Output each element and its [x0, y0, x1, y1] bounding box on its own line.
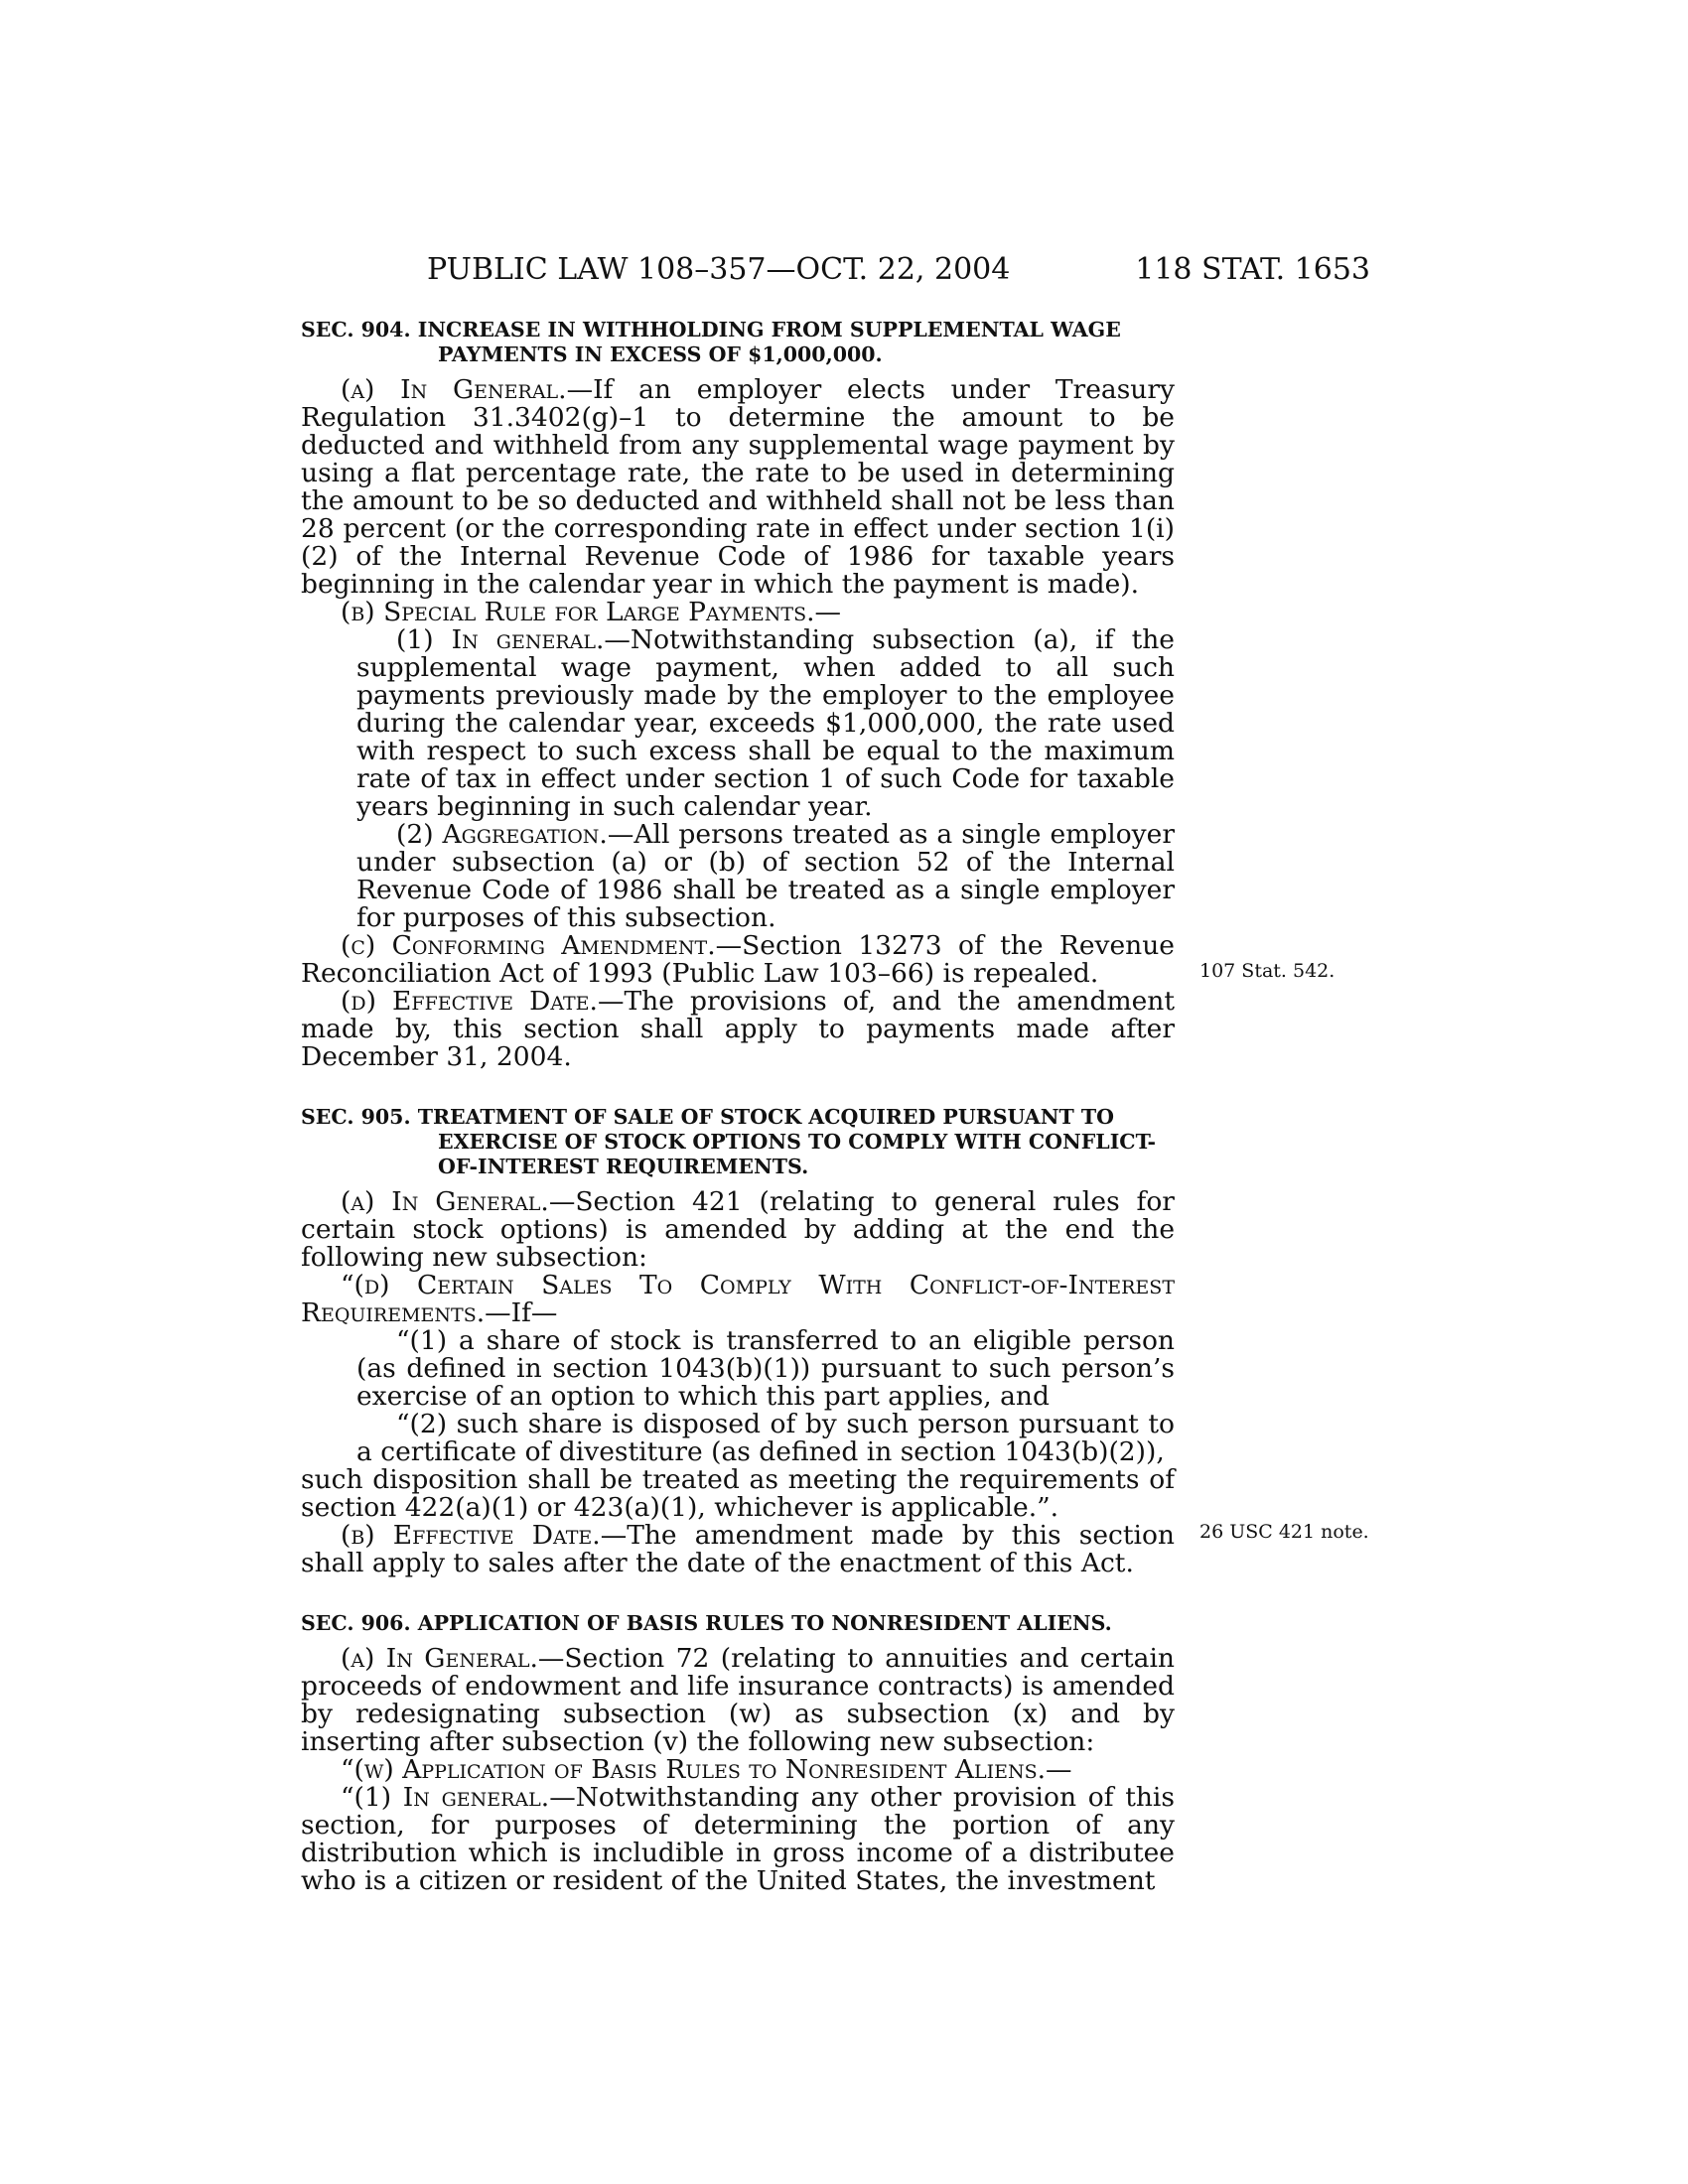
section-heading-904: SEC. 904. INCREASE IN WITHHOLDING FROM SUPPLEMENTAL WAGE PAYMENTS IN EXCESS OF $1,000,000. — [301, 318, 1121, 366]
subsection-text: —If— — [485, 1297, 558, 1328]
paragraph-904-d — [301, 988, 1175, 1071]
subsection-text: —The provisions of, and the amendment made by, this section shall apply to payments made after December 31, 2004. — [301, 986, 1175, 1072]
paragraph-text: —All persons treated as a single employer under subsection (a) or (b) of section 52 of the Internal Revenue Code of 1986 shall be treated as a single employer for purposes of this subsection. — [356, 819, 1175, 933]
paragraph-904-b1 — [301, 626, 1175, 821]
subsection-text: — — [1046, 1754, 1072, 1785]
paragraph-905-d-tail: such disposition shall be treated as meeting the requirements of section 422(a)(1) or 423(a)(1), whichever is applicable.”. — [301, 1464, 1175, 1523]
paragraph-904-c — [301, 932, 1175, 988]
subsection-text: —Section 421 (relating to general rules for certain stock options) is amended by adding at the end the following new subsection: — [301, 1186, 1175, 1273]
subsection-text: —Section 72 (relating to annuities and certain proceeds of endowment and life insurance contracts) is amended by redesignating subsection (w) as subsection (x) and by inserting after subsection (v) the following new subsection: — [301, 1643, 1175, 1757]
paragraph-905-a — [301, 1188, 1175, 1272]
subsection-text: — — [814, 597, 842, 627]
paragraph-904-a — [301, 376, 1175, 599]
section-heading-906: SEC. 906. APPLICATION OF BASIS RULES TO NONRESIDENT ALIENS. — [301, 1611, 1112, 1635]
document-body — [301, 318, 1175, 1895]
subsection-text: —Section 13273 of the Revenue Reconciliation Act of 1993 (Public Law 103–66) is repealed. — [301, 930, 1175, 989]
paragraph-text: —Notwithstanding subsection (a), if the supplemental wage payment, when added to all such payments previously made by the employer to the employee during the calendar year, exceeds $1,000,000, the rate used with respect to such excess shall be equal to the maximum rate of tax in effect under section 1 of such Code for taxable years beginning in such calendar year. — [356, 624, 1175, 822]
subsection-label: (a) In General. — [341, 374, 567, 405]
subsection-label: (b) Special Rule for Large Payments. — [341, 597, 815, 627]
paragraph-905-d1: “(1) a share of stock is transferred to an eligible person (as defined in section 1043(b)(1)) pursuant to such person’s exercise of an option to which this part applies, and — [356, 1325, 1175, 1412]
paragraph-906-w — [301, 1756, 1175, 1784]
section-heading-905: SEC. 905. TREATMENT OF SALE OF STOCK ACQUIRED PURSUANT TO EXERCISE OF STOCK OPTIONS TO COMPLY WITH CONFLICT-OF-INTEREST REQUIREMENTS. — [301, 1105, 1156, 1178]
paragraph-906-w1 — [301, 1784, 1175, 1895]
running-header — [427, 250, 1370, 290]
paragraph-text: —Notwithstanding any other provision of this section, for purposes of determining the portion of any distribution which is includible in gross income of a distributee who is a citizen or resident of the United States, the investment — [301, 1782, 1175, 1896]
subsection-label: (a) In General. — [341, 1186, 549, 1217]
paragraph-label: (2) Aggregation. — [396, 819, 608, 850]
page-number: 118 STAT. 1653 — [1135, 252, 1370, 287]
paragraph-904-b — [301, 599, 1175, 626]
subsection-label: (c) Conforming Amendment. — [341, 930, 716, 961]
subsection-text: —The amendment made by this section shall apply to sales after the date of the enactment of this Act. — [301, 1520, 1175, 1578]
paragraph-906-a — [301, 1645, 1175, 1756]
header-title: PUBLIC LAW 108–357—OCT. 22, 2004 — [427, 252, 1011, 287]
subsection-text: —If an employer elects under Treasury Regulation 31.3402(g)–1 to determine the amount to be deducted and withheld from any supplemental wage payment by using a flat percentage rate, the rate to be used in determining the amount to be so deducted and withheld shall not be less than 28 percent (or the corresponding rate in effect under section 1(i)(2) of the Internal Revenue Code of 1986 for taxable years beginning in the calendar year in which the payment is made). — [301, 374, 1175, 600]
subsection-label: “(d) Certain Sales To Comply With Conflict-of-Interest Requirements. — [301, 1270, 1175, 1328]
subsection-label: (b) Effective Date. — [341, 1520, 601, 1551]
paragraph-905-d — [301, 1272, 1175, 1327]
paragraph-904-b2 — [301, 821, 1175, 932]
margin-note-stat-reference: 107 Stat. 542. — [1199, 960, 1336, 982]
subsection-label: (d) Effective Date. — [341, 986, 598, 1017]
subsection-label: “(w) Application of Basis Rules to Nonresident Aliens. — [341, 1754, 1047, 1785]
paragraph-905-d2: “(2) such share is disposed of by such person pursuant to a certificate of divestiture (as defined in section 1043(b)(2)), — [356, 1409, 1175, 1467]
paragraph-905-b — [301, 1522, 1175, 1577]
subsection-label: (a) In General. — [341, 1643, 538, 1674]
paragraph-label: “(1) In general. — [341, 1782, 550, 1813]
margin-note-usc-reference: 26 USC 421 note. — [1199, 1521, 1369, 1543]
paragraph-label: (1) In general. — [396, 624, 605, 655]
